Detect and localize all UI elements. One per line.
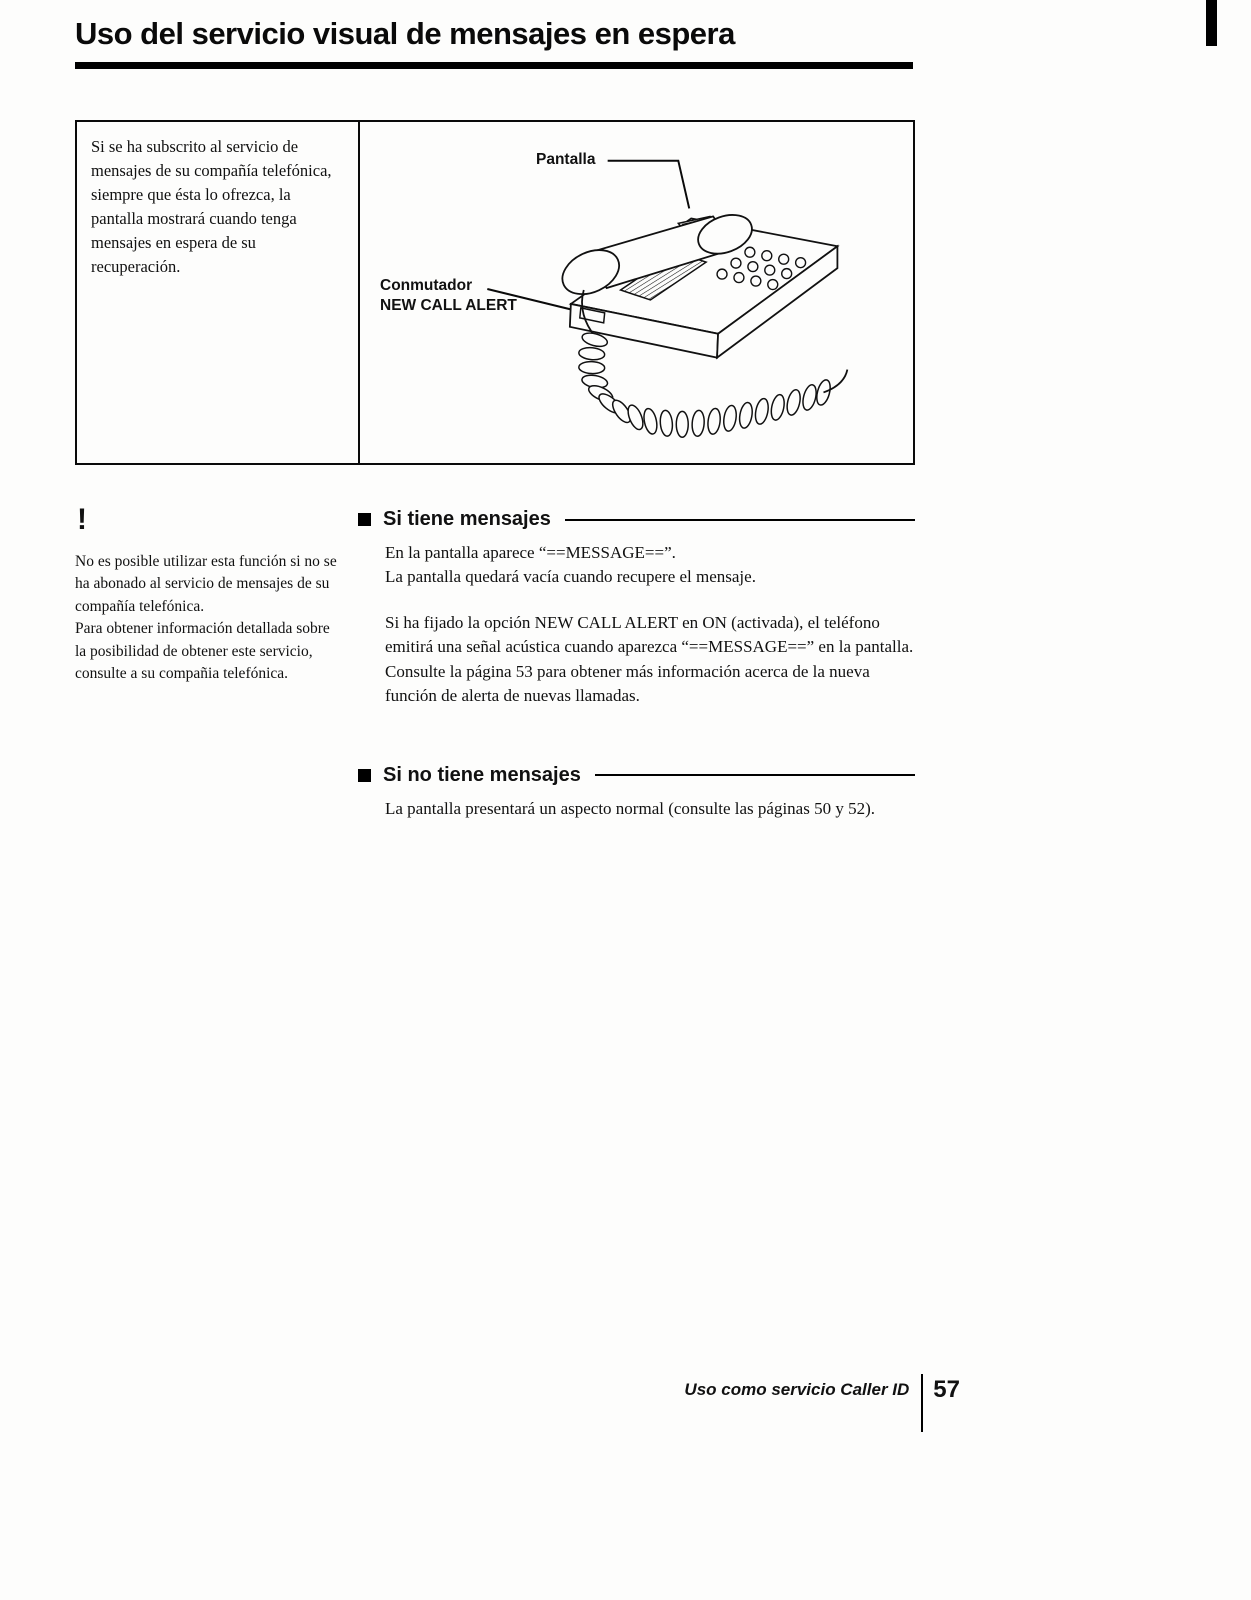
paragraph: En la pantalla aparece “==MESSAGE==”. [385,543,676,562]
phone-illustration [360,122,913,463]
square-bullet-icon [358,513,371,526]
page-title: Uso del servicio visual de mensajes en espera [75,16,735,51]
paragraph: La pantalla quedará vacía cuando recupere el mensaje. [385,567,756,587]
paragraph: La pantalla presentará un aspecto normal (consulte las páginas 50 y 52). [385,798,875,818]
section-heading-row [358,508,915,531]
note-text-2: Para obtener información detallada sobre la posibilidad de obtener este servicio, consulte a su compañia telefónica. [75,620,330,683]
main-content [358,508,915,877]
heading-rule [565,519,915,521]
square-bullet-icon [358,769,371,782]
paragraph: Si ha fijado la opción NEW CALL ALERT en ON (activada), el teléfono emitirá una señal acústica cuando aparezca “==MESSAGE==” en la pantalla. Consulte la página 53 para obtener más información acerca de la nueva función de alerta de nuevas llamadas. [385,613,914,705]
label-new-call-alert: NEW CALL ALERT [380,296,517,314]
section-heading: Si no tiene mensajes [383,763,581,786]
scan-artifact-corner [1206,0,1217,46]
label-conmutador [380,276,517,316]
caution-note [75,505,337,686]
heading-rule [595,774,915,776]
note-text-1: No es posible utilizar esta función si no se ha abonado al servicio de mensajes de su compañía telefónica. [75,553,337,615]
section-no-messages [358,764,915,821]
intro-text: Si se ha subscrito al servicio de mensajes de su compañía telefónica, siempre que ésta lo ofrezca, la pantalla mostrará cuando tenga mensajes en espera de su recuperación. [91,137,332,276]
label-pantalla: Pantalla [536,151,596,168]
section-body [358,541,915,708]
footer-divider [921,1374,923,1432]
label-conmutador-line1: Conmutador [380,277,473,294]
page-number: 57 [933,1376,960,1403]
section-heading-row [358,764,915,787]
section-has-messages [358,508,915,708]
title-rule [75,62,913,69]
page-footer [560,1374,960,1432]
figure-intro [77,122,360,463]
footer-section-title: Uso como servicio Caller ID [684,1380,910,1399]
exclamation-icon: ! [77,503,87,536]
section-body [358,797,915,821]
section-heading: Si tiene mensajes [383,508,551,530]
leader-line-pantalla [608,161,690,209]
figure-box [75,120,915,465]
